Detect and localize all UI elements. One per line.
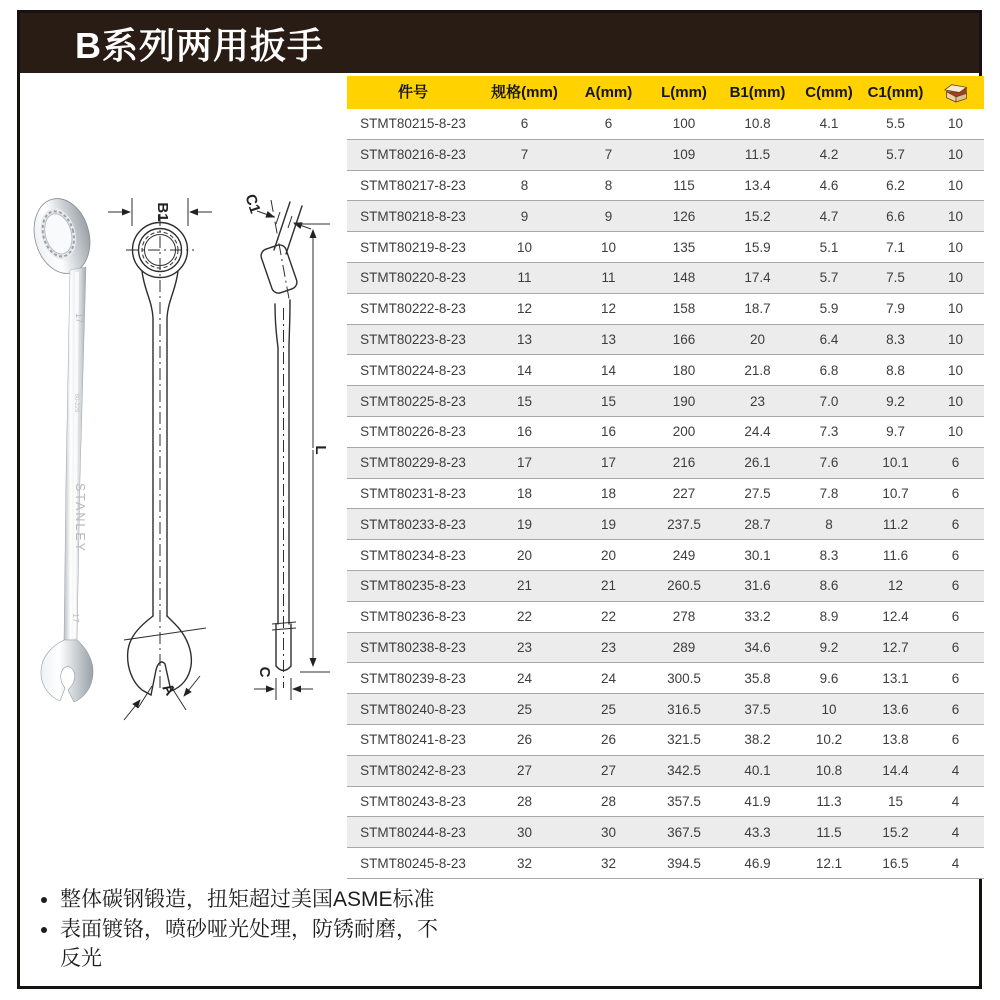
spec-value-cell: 19 xyxy=(516,516,533,532)
table-row xyxy=(347,140,984,171)
spec-value-cell: 20 xyxy=(516,547,533,563)
spec-value-cell: 6.6 xyxy=(886,208,905,224)
spec-value-cell: 11 xyxy=(517,270,532,286)
header-part-number: 件号 xyxy=(397,84,428,101)
wrench-illustrations xyxy=(28,188,360,788)
dim-label-c1: C1 xyxy=(241,192,264,216)
header-a: A(mm) xyxy=(584,84,633,101)
spec-value-cell: 6 xyxy=(951,516,960,532)
spec-value-cell: 26 xyxy=(516,732,533,748)
spec-value-cell: 18 xyxy=(600,485,617,501)
spec-value-cell: 6 xyxy=(951,455,960,471)
part-number-cell: STMT80235-8-23 xyxy=(360,578,466,594)
spec-value-cell: 14 xyxy=(600,362,617,378)
spec-value-cell: 28 xyxy=(516,793,533,809)
spec-value-cell: 5.5 xyxy=(886,116,905,132)
spec-value-cell: 5.7 xyxy=(819,270,839,286)
spec-value-cell: 12 xyxy=(887,578,904,594)
spec-value-cell: 300.5 xyxy=(667,670,701,686)
spec-value-cell: 7.1 xyxy=(886,239,905,255)
wrench-front-view-drawing xyxy=(108,198,212,720)
spec-value-cell: 10 xyxy=(947,270,964,286)
spec-value-cell: 11.5 xyxy=(816,824,842,840)
table-row xyxy=(347,109,984,140)
spec-value-cell: 9 xyxy=(520,208,529,224)
spec-value-cell: 5.9 xyxy=(819,301,839,317)
spec-value-cell: 8 xyxy=(520,177,529,193)
spec-value-cell: 9.7 xyxy=(886,424,905,440)
spec-value-cell: 13.8 xyxy=(882,732,909,748)
spec-value-cell: 8 xyxy=(604,177,613,193)
part-number-cell: STMT80229-8-23 xyxy=(360,455,466,471)
spec-value-cell: 25 xyxy=(600,701,617,717)
spec-value-cell: 10.8 xyxy=(815,763,843,779)
spec-value-cell: 16 xyxy=(516,424,533,440)
spec-value-cell: 10.1 xyxy=(882,455,909,471)
spec-value-cell: 21 xyxy=(516,578,533,594)
spec-value-cell: 115 xyxy=(673,177,695,193)
table-row xyxy=(347,232,984,263)
spec-value-cell: 28 xyxy=(600,793,617,809)
part-number-cell: STMT80223-8-23 xyxy=(360,331,466,347)
spec-value-cell: 227 xyxy=(672,485,696,501)
spec-value-cell: 14 xyxy=(516,362,533,378)
spec-value-cell: 23 xyxy=(516,639,533,655)
spec-value-cell: 30 xyxy=(600,824,617,840)
spec-value-cell: 20 xyxy=(749,331,766,347)
spec-value-cell: 10 xyxy=(947,393,964,409)
spec-value-cell: 6 xyxy=(951,732,960,748)
spec-value-cell: 289 xyxy=(672,639,696,655)
spec-value-cell: 7 xyxy=(520,147,529,163)
part-number-cell: STMT80244-8-23 xyxy=(360,824,466,840)
table-row xyxy=(347,817,984,848)
spec-value-cell: 216 xyxy=(672,455,696,471)
spec-value-cell: 357.5 xyxy=(667,793,701,809)
spec-value-cell: 10 xyxy=(947,331,964,347)
part-number-cell: STMT80216-8-23 xyxy=(360,147,466,163)
part-number-cell: STMT80222-8-23 xyxy=(360,301,466,317)
spec-value-cell: 6 xyxy=(604,116,613,132)
table-row xyxy=(347,725,984,756)
spec-value-cell: 8.8 xyxy=(886,362,905,378)
spec-value-cell: 28.7 xyxy=(744,516,771,532)
spec-table-header xyxy=(347,76,984,109)
wrench-photo xyxy=(28,192,98,702)
spec-value-cell: 6 xyxy=(951,609,960,625)
spec-value-cell: 5.7 xyxy=(886,147,905,163)
table-row xyxy=(347,509,984,540)
part-number-cell: STMT80226-8-23 xyxy=(360,424,466,440)
spec-value-cell: 21 xyxy=(600,578,617,594)
spec-value-cell: 23 xyxy=(600,639,617,655)
spec-value-cell: 27 xyxy=(600,763,617,779)
spec-value-cell: 6 xyxy=(951,670,960,686)
spec-value-cell: 13.4 xyxy=(744,177,771,193)
spec-value-cell: 35.8 xyxy=(744,670,771,686)
spec-value-cell: 13.1 xyxy=(882,670,909,686)
spec-value-cell: 10 xyxy=(821,701,837,717)
spec-value-cell: 6 xyxy=(951,701,960,717)
header-l: L(mm) xyxy=(661,84,707,101)
spec-value-cell: 16 xyxy=(600,424,617,440)
table-row xyxy=(347,848,984,879)
spec-table xyxy=(347,76,984,879)
page-title: B系列两用扳手 xyxy=(75,24,324,66)
wrench-side-view-drawing xyxy=(241,192,330,700)
spec-value-cell: 12.7 xyxy=(882,639,909,655)
table-row xyxy=(347,263,984,294)
spec-value-cell: 40.1 xyxy=(744,763,771,779)
spec-value-cell: 34.6 xyxy=(744,639,771,655)
spec-value-cell: 100 xyxy=(672,116,696,132)
spec-value-cell: 6.2 xyxy=(886,177,905,193)
spec-value-cell: 17 xyxy=(516,455,533,471)
spec-value-cell: 10 xyxy=(600,239,617,255)
part-number-cell: STMT80233-8-23 xyxy=(360,516,466,532)
spec-value-cell: 12.4 xyxy=(882,609,909,625)
photo-size-marking-2: 17 xyxy=(71,613,81,623)
spec-value-cell: 5.1 xyxy=(819,239,839,255)
spec-value-cell: 7.3 xyxy=(819,424,839,440)
spec-value-cell: 8.6 xyxy=(819,578,839,594)
part-number-cell: STMT80241-8-23 xyxy=(360,732,466,748)
spec-value-cell: 10.8 xyxy=(744,116,771,132)
spec-value-cell: 16.5 xyxy=(882,855,909,871)
spec-value-cell: 19 xyxy=(600,516,617,532)
part-number-cell: STMT80240-8-23 xyxy=(360,701,466,717)
spec-value-cell: 37.5 xyxy=(744,701,771,717)
spec-value-cell: 27.5 xyxy=(744,485,771,501)
spec-value-cell: 23 xyxy=(749,393,766,409)
spec-value-cell: 41.9 xyxy=(744,793,771,809)
spec-table-body xyxy=(347,109,984,879)
table-row xyxy=(347,787,984,818)
wrench-diagram-svg xyxy=(28,188,360,788)
spec-value-cell: 15.9 xyxy=(744,239,771,255)
spec-value-cell: 13 xyxy=(516,331,533,347)
spec-value-cell: 10 xyxy=(516,239,533,255)
spec-value-cell: 342.5 xyxy=(667,763,701,779)
part-number-cell: STMT80215-8-23 xyxy=(360,116,466,132)
spec-value-cell: 7.6 xyxy=(819,455,839,471)
catalog-page-frame xyxy=(17,10,982,989)
spec-value-cell: 31.6 xyxy=(744,578,771,594)
spec-value-cell: 14.4 xyxy=(882,763,909,779)
spec-value-cell: 321.5 xyxy=(667,732,701,748)
table-row xyxy=(347,386,984,417)
feature-item: • 表面镀铬，喷砂哑光处理，防锈耐磨，不反光 xyxy=(60,915,452,973)
spec-value-cell: 7.9 xyxy=(886,301,905,317)
spec-value-cell: 38.2 xyxy=(744,732,771,748)
spec-value-cell: 24 xyxy=(516,670,533,686)
spec-value-cell: 8.3 xyxy=(819,547,839,563)
part-number-cell: STMT80239-8-23 xyxy=(360,670,466,686)
header-c: C(mm) xyxy=(805,84,853,101)
spec-value-cell: 6 xyxy=(951,639,960,655)
spec-value-cell: 200 xyxy=(672,424,696,440)
spec-value-cell: 6 xyxy=(951,578,960,594)
dim-label-a: A xyxy=(158,680,179,699)
header-c1: C1(mm) xyxy=(867,84,924,101)
table-row xyxy=(347,602,984,633)
spec-value-cell: 7.0 xyxy=(819,393,839,409)
spec-value-cell: 43.3 xyxy=(744,824,771,840)
spec-value-cell: 11.5 xyxy=(744,147,771,163)
spec-value-cell: 22 xyxy=(600,609,617,625)
spec-value-cell: 24 xyxy=(600,670,617,686)
spec-value-cell: 17.4 xyxy=(744,270,771,286)
spec-value-cell: 11.3 xyxy=(816,793,842,809)
dim-label-c: C xyxy=(256,666,274,678)
table-row xyxy=(347,633,984,664)
spec-value-cell: 15.2 xyxy=(744,208,771,224)
spec-value-cell: 6 xyxy=(520,116,529,132)
spec-value-cell: 10 xyxy=(947,147,964,163)
spec-value-cell: 237.5 xyxy=(667,516,701,532)
spec-value-cell: 10.7 xyxy=(882,485,909,501)
spec-value-cell: 4.7 xyxy=(819,208,839,224)
spec-value-cell: 15 xyxy=(600,393,617,409)
spec-value-cell: 27 xyxy=(516,763,533,779)
spec-value-cell: 109 xyxy=(672,147,696,163)
part-number-cell: STMT80218-8-23 xyxy=(360,208,466,224)
spec-value-cell: 20 xyxy=(600,547,617,563)
part-number-cell: STMT80220-8-23 xyxy=(360,270,466,286)
table-row xyxy=(347,294,984,325)
spec-value-cell: 12 xyxy=(600,301,617,317)
part-number-cell: STMT80234-8-23 xyxy=(360,547,466,563)
spec-value-cell: 10 xyxy=(947,362,964,378)
part-number-cell: STMT80238-8-23 xyxy=(360,639,466,655)
spec-value-cell: 11.6 xyxy=(882,547,909,563)
spec-value-cell: 6 xyxy=(951,485,960,501)
spec-value-cell: 10 xyxy=(947,116,964,132)
spec-value-cell: 15 xyxy=(516,393,533,409)
spec-value-cell: 8.9 xyxy=(819,609,839,625)
table-row xyxy=(347,325,984,356)
photo-brand-marking: STANLEY xyxy=(73,482,87,554)
part-number-cell: STMT80219-8-23 xyxy=(360,239,466,255)
spec-value-cell: 10 xyxy=(947,239,964,255)
spec-value-cell: 25 xyxy=(516,701,533,717)
spec-value-cell: 9 xyxy=(604,208,613,224)
spec-value-cell: 46.9 xyxy=(744,855,771,871)
spec-value-cell: 4 xyxy=(951,855,960,871)
spec-value-cell: 9.2 xyxy=(819,639,839,655)
spec-value-cell: 30 xyxy=(516,824,533,840)
part-number-cell: STMT80217-8-23 xyxy=(360,177,466,193)
header-b1: B1(mm) xyxy=(729,84,786,101)
dim-label-b1: B1 xyxy=(154,202,172,222)
spec-value-cell: 10 xyxy=(947,177,964,193)
spec-value-cell: 33.2 xyxy=(744,609,771,625)
spec-value-cell: 11 xyxy=(601,270,616,286)
spec-value-cell: 367.5 xyxy=(667,824,701,840)
table-row xyxy=(347,171,984,202)
spec-value-cell: 22 xyxy=(516,609,533,625)
spec-value-cell: 17 xyxy=(600,455,617,471)
table-row xyxy=(347,663,984,694)
table-row xyxy=(347,571,984,602)
part-number-cell: STMT80242-8-23 xyxy=(360,763,466,779)
spec-value-cell: 8 xyxy=(825,516,833,532)
spec-value-cell: 7.8 xyxy=(819,485,839,501)
header-pack-quantity xyxy=(927,82,984,103)
part-number-cell: STMT80225-8-23 xyxy=(360,393,466,409)
spec-value-cell: 13 xyxy=(600,331,617,347)
spec-value-cell: 135 xyxy=(672,239,696,255)
part-number-cell: STMT80245-8-23 xyxy=(360,855,466,871)
part-number-cell: STMT80231-8-23 xyxy=(360,485,466,501)
spec-value-cell: 316.5 xyxy=(667,701,701,717)
photo-model-marking: 80-229 xyxy=(73,393,79,413)
table-row xyxy=(347,201,984,232)
spec-value-cell: 8.3 xyxy=(886,331,905,347)
spec-value-cell: 21.8 xyxy=(744,362,771,378)
spec-value-cell: 12.1 xyxy=(815,855,843,871)
spec-value-cell: 4.6 xyxy=(819,177,839,193)
spec-value-cell: 166 xyxy=(672,331,696,347)
spec-value-cell: 180 xyxy=(672,362,696,378)
table-row xyxy=(347,540,984,571)
spec-value-cell: 24.4 xyxy=(744,424,771,440)
dim-label-l: L xyxy=(312,445,330,455)
header-size: 规格(mm) xyxy=(491,84,558,101)
spec-value-cell: 13.6 xyxy=(882,701,909,717)
spec-value-cell: 18 xyxy=(516,485,533,501)
photo-size-marking: 17 xyxy=(74,312,84,324)
spec-value-cell: 126 xyxy=(672,208,696,224)
table-row xyxy=(347,355,984,386)
spec-value-cell: 158 xyxy=(672,301,696,317)
spec-value-cell: 260.5 xyxy=(667,578,701,594)
table-row xyxy=(347,756,984,787)
package-box-icon xyxy=(943,82,969,103)
spec-value-cell: 7 xyxy=(604,147,613,163)
spec-value-cell: 190 xyxy=(672,393,696,409)
table-row xyxy=(347,694,984,725)
part-number-cell: STMT80224-8-23 xyxy=(360,362,466,378)
spec-value-cell: 4 xyxy=(951,793,960,809)
spec-value-cell: 26 xyxy=(600,732,617,748)
spec-value-cell: 4.1 xyxy=(819,116,839,132)
spec-value-cell: 10 xyxy=(947,208,964,224)
spec-value-cell: 6 xyxy=(951,547,960,563)
spec-value-cell: 12 xyxy=(516,301,533,317)
spec-value-cell: 15 xyxy=(887,793,904,809)
spec-value-cell: 6.4 xyxy=(819,331,839,347)
spec-value-cell: 7.5 xyxy=(886,270,905,286)
table-row xyxy=(347,417,984,448)
spec-value-cell: 32 xyxy=(600,855,617,871)
spec-value-cell: 4 xyxy=(951,763,960,779)
feature-list xyxy=(32,885,452,974)
spec-value-cell: 6.8 xyxy=(819,362,839,378)
spec-value-cell: 15.2 xyxy=(882,824,909,840)
spec-value-cell: 10 xyxy=(947,424,964,440)
spec-value-cell: 4 xyxy=(951,824,960,840)
spec-value-cell: 148 xyxy=(672,270,696,286)
spec-value-cell: 9.2 xyxy=(886,393,905,409)
spec-value-cell: 10 xyxy=(947,301,964,317)
spec-value-cell: 30.1 xyxy=(744,547,771,563)
spec-value-cell: 4.2 xyxy=(819,147,839,163)
spec-value-cell: 32 xyxy=(516,855,533,871)
spec-value-cell: 18.7 xyxy=(744,301,771,317)
page-title-bar xyxy=(20,13,979,73)
spec-value-cell: 11.2 xyxy=(882,516,909,532)
feature-item: • 整体碳钢锻造，扭矩超过美国ASME标准 xyxy=(60,885,452,914)
spec-value-cell: 394.5 xyxy=(667,855,701,871)
part-number-cell: STMT80236-8-23 xyxy=(360,609,466,625)
spec-value-cell: 10.2 xyxy=(815,732,843,748)
part-number-cell: STMT80243-8-23 xyxy=(360,793,466,809)
spec-value-cell: 249 xyxy=(672,547,696,563)
spec-value-cell: 278 xyxy=(672,609,696,625)
table-row xyxy=(347,479,984,510)
spec-value-cell: 9.6 xyxy=(819,670,839,686)
spec-value-cell: 26.1 xyxy=(744,455,771,471)
table-row xyxy=(347,448,984,479)
